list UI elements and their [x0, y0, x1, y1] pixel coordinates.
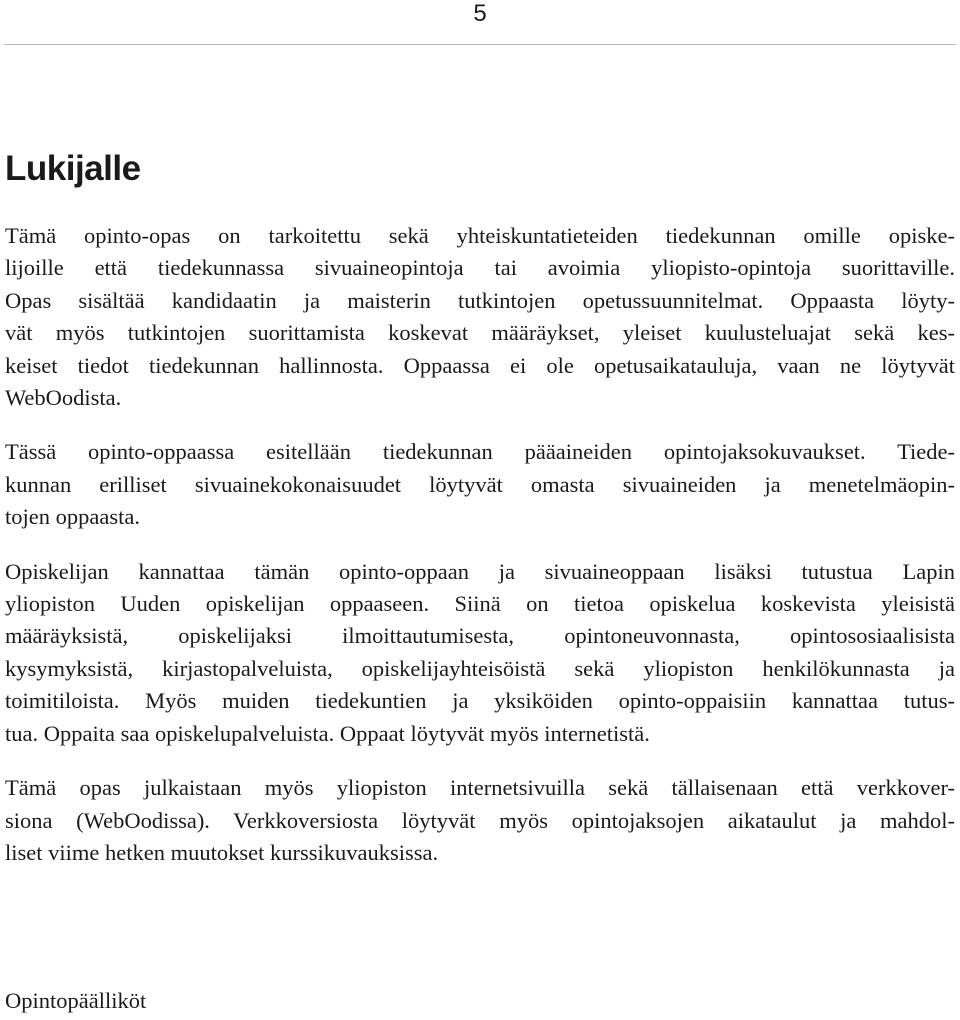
- page-number: 5: [473, 0, 487, 27]
- text-line: Tämä opinto-opas on tarkoitettu sekä yhteiskuntatieteiden tiedekunnan omille opiske-: [5, 223, 955, 248]
- text-line: kysymyksistä, kirjastopalveluista, opiskelijayhteisöistä sekä yliopiston henkilökunnasta ja: [5, 655, 955, 681]
- text-line: yliopiston Uuden opiskelijan oppaaseen. Siinä on tietoa opiskelua koskevista yleisistä: [5, 591, 955, 617]
- text-line: lijoille että tiedekunnassa sivuaineopintoja tai avoimia yliopisto-opintoja suorittaville.: [5, 255, 955, 281]
- text-line: vät myös tutkintojen suorittamista koskevat määräykset, yleiset kuulusteluajat sekä kes-: [5, 320, 955, 346]
- text-line: WebOodista.: [5, 385, 122, 411]
- paragraph-student-guide: [5, 556, 955, 750]
- text-line: Tämä opas julkaistaan myös yliopiston internetsivuilla sekä tällaisenaan että verkkover-: [5, 775, 955, 801]
- header-rule: [4, 44, 956, 45]
- text-line: siona (WebOodissa). Verkkoversiosta löytyvät myös opintojaksojen aikataulut ja mahdol-: [5, 807, 955, 833]
- text-line: määräyksistä, opiskelijaksi ilmoittautumisesta, opintoneuvonnasta, opintososiaalisista: [5, 623, 955, 649]
- paragraph-intro: [5, 220, 955, 414]
- text-line: keiset tiedot tiedekunnan hallinnosta. Oppaassa ei ole opetusaikatauluja, vaan ne löytyvät: [5, 352, 955, 378]
- body-text: [5, 220, 955, 891]
- paragraph-course-descriptions: [5, 436, 955, 533]
- signature: Opintopäälliköt: [5, 988, 147, 1013]
- text-line: Opas sisältää kandidaatin ja maisterin tutkintojen opetussuunnitelmat. Oppaasta löyty-: [5, 287, 955, 313]
- text-line: Tässä opinto-oppaassa esitellään tiedekunnan pääaineiden opintojaksokuvaukset. Tiede-: [5, 439, 955, 465]
- paragraph-online-version: [5, 772, 955, 869]
- text-line: liset viime hetken muutokset kurssikuvauksissa.: [5, 839, 439, 865]
- page-title: Lukijalle: [5, 149, 141, 188]
- text-line: tojen oppaasta.: [5, 504, 140, 530]
- text-line: tua. Oppaita saa opiskelupalveluista. Oppaat löytyvät myös internetistä.: [5, 720, 650, 746]
- text-line: toimitiloista. Myös muiden tiedekuntien ja yksiköiden opinto-oppaisiin kannattaa tutus-: [5, 688, 955, 714]
- text-line: Opiskelijan kannattaa tämän opinto-oppaan ja sivuaineoppaan lisäksi tutustua Lapin: [5, 558, 955, 584]
- text-line: kunnan erilliset sivuainekokonaisuudet löytyvät omasta sivuaineiden ja menetelmäopin-: [5, 471, 955, 497]
